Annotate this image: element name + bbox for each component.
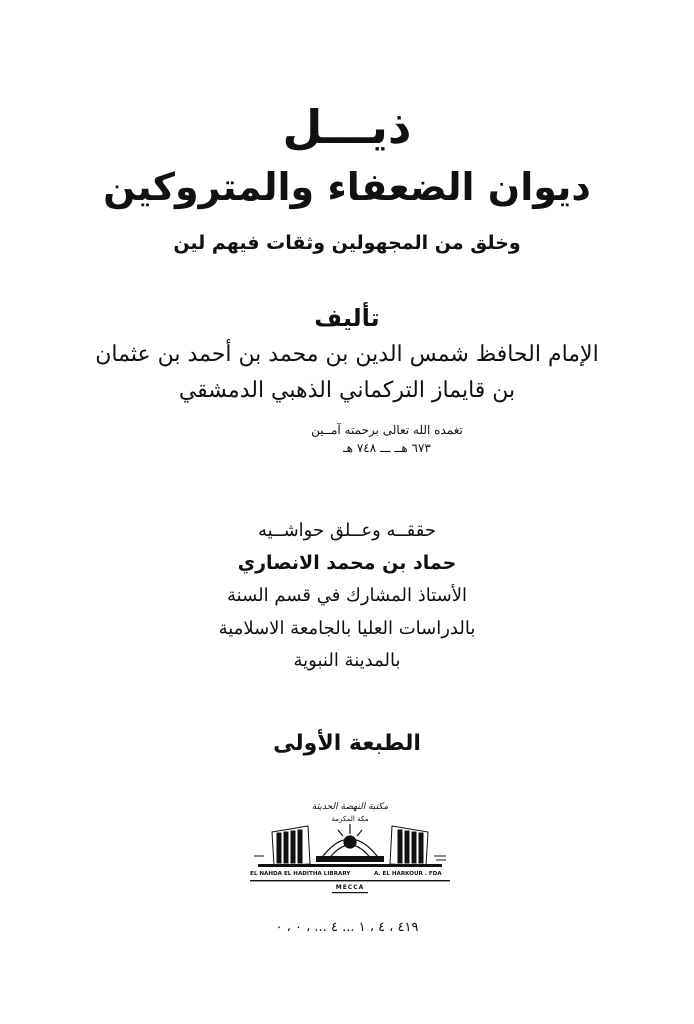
editor-position-line-2: بالدراسات العليا بالجامعة الاسلامية [218,618,476,639]
editor-label: حققــه وعــلق حواشــيه [257,520,437,541]
author-label: تأليف [314,304,380,332]
publisher-logo-city: MECCA [335,884,365,891]
edition-label: الطبعة الأولى [273,731,421,756]
book-title-sub: ديوان الضعفاء والمتروكين [103,165,591,209]
author-dates: ٦٧٣ هــ ـــ ٧٤٨ هـ [343,441,431,455]
footer-numbers: ٤١٩ ، ٤ ، ١ ... ٤ ... ، ٠ ، ٠ [275,920,419,935]
author-name-line-2: بن قايماز التركماني الذهبي الدمشقي [178,378,516,403]
book-title-main: ذيـــل [282,100,412,154]
publisher-logo [250,800,450,898]
author-prayer: تغمده الله تعالى برحمته آمــين [311,423,463,437]
publisher-logo-arabic-name: مكتبة النهضة الحديثة [311,802,389,812]
author-name-line-1: الإمام الحافظ شمس الدين بن محمد بن أحمد بن عثمان [95,342,599,367]
publisher-logo-arabic-city: مكة المكرمة [331,815,369,823]
editor-position-line-1: الأستاذ المشارك في قسم السنة [226,585,467,606]
publisher-logo-latin-name: EL NAHDA EL HADITHA LIBRARY [250,871,351,877]
publisher-logo-latin-owner: A. EL HARKOUR . FDA [374,871,442,877]
editor-position-line-3: بالمدينة النبوية [293,650,401,671]
editor-name: حماد بن محمد الانصاري [237,552,457,574]
book-title-tagline: وخلق من المجهولين وثقات فيهم لين [173,232,521,254]
